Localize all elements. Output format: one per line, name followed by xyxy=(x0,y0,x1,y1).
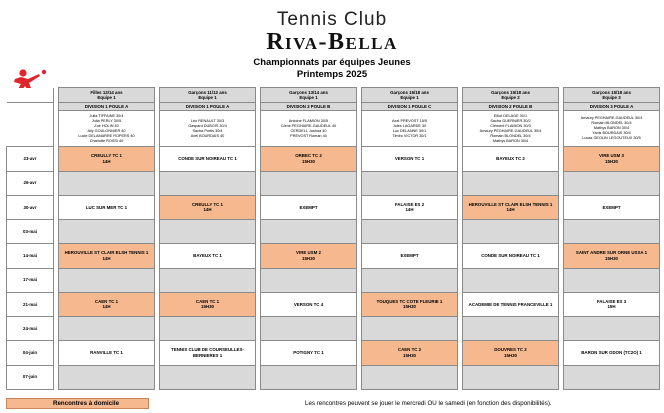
round-date: 21-mai xyxy=(7,292,54,317)
empty-cell xyxy=(564,220,660,244)
fixture-cell xyxy=(362,341,458,366)
opponent-name: FALAISE ES 2 xyxy=(394,201,425,207)
division-label: DIVISION 3 POULE A xyxy=(564,103,660,111)
empty-cell xyxy=(564,317,660,341)
team-category: Garçons 13/14 ans xyxy=(289,89,328,95)
fixture-cell xyxy=(564,292,660,317)
fixture-cell xyxy=(362,195,458,220)
fixture-cell xyxy=(463,341,559,366)
fixture-cell xyxy=(160,341,256,366)
empty-cell xyxy=(160,171,256,195)
division-label: DIVISION 2 POULE B xyxy=(463,103,559,111)
empty-cell xyxy=(261,268,357,292)
empty-cell xyxy=(160,220,256,244)
empty-cell xyxy=(59,171,155,195)
fixture-cell xyxy=(59,147,155,172)
match-time: 14H xyxy=(405,207,414,213)
players-list xyxy=(160,111,256,147)
team-category: Garçons 15/18 ans xyxy=(491,89,530,95)
fixtures-table xyxy=(6,87,660,390)
empty-cell xyxy=(261,220,357,244)
player-name: Jules LAGARDE 30 xyxy=(392,123,427,128)
team-label: Equipe 1 xyxy=(400,95,419,100)
empty-cell xyxy=(362,171,458,195)
round-date: 24-mai xyxy=(7,317,54,341)
empty-cell xyxy=(564,171,660,195)
team-header-row xyxy=(7,88,660,103)
player-name: Mathys BARON 30/4 xyxy=(492,138,529,143)
empty-cell xyxy=(463,220,559,244)
opponent-name: RANVILLE TC 1 xyxy=(90,350,123,355)
opponent-name: BARON SUR ODON (TC2O) 1 xyxy=(581,350,642,355)
empty-cell xyxy=(362,220,458,244)
team-header xyxy=(362,88,458,103)
opponent-name: FALAISE ES 3 xyxy=(596,298,627,304)
player-name: Clément FLAMION 30/3 xyxy=(490,123,531,128)
round-row xyxy=(7,268,660,292)
fixture-cell xyxy=(59,244,155,269)
match-time: 14H xyxy=(102,255,111,261)
fixture-cell xyxy=(59,195,155,220)
division-label: DIVISION 1 POULE A xyxy=(59,103,155,111)
player-name: Axel BOURDAIS 40 xyxy=(190,133,225,138)
match-time: 15H xyxy=(607,304,616,310)
empty-cell xyxy=(59,220,155,244)
empty-cell xyxy=(463,365,559,389)
team-category: Garçons 11/12 ans xyxy=(188,89,227,95)
empty-cell xyxy=(463,317,559,341)
player-name: Mathys BARON 30/4 xyxy=(593,126,630,130)
team-label: Equipe 1 xyxy=(299,95,318,100)
division-label: DIVISION 3 POULE B xyxy=(261,103,357,111)
round-row xyxy=(7,341,660,366)
championship-title xyxy=(0,57,664,81)
opponent-name: BAYEUX TC 1 xyxy=(193,253,222,258)
team-category: Garçons 15/18 ans xyxy=(592,89,631,95)
fixture-cell xyxy=(362,292,458,317)
opponent-name: EXEMPT xyxy=(400,253,419,258)
player-name: Romain BLONDEL 30/4 xyxy=(591,121,632,125)
fixture-cell xyxy=(564,341,660,366)
empty-cell xyxy=(362,365,458,389)
round-date: 03-mai xyxy=(7,220,54,244)
opponent-name: CAEN TC 1 xyxy=(94,298,119,304)
match-time: 15H30 xyxy=(403,352,416,358)
match-time: 15H30 xyxy=(403,304,416,310)
players-list xyxy=(362,111,458,147)
player-name: Zoé HOLIN 40 xyxy=(94,123,119,128)
opponent-name: HEROUVILLE ST CLAIR ELSH TENNIS 1 xyxy=(64,250,149,256)
team-label: Equipe 2 xyxy=(501,95,520,100)
opponent-name: HEROUVILLE ST CLAIR ELSH TENNIS 1 xyxy=(468,201,553,207)
fixture-cell xyxy=(59,341,155,366)
round-date: 30-avr xyxy=(7,195,54,220)
round-row xyxy=(7,220,660,244)
round-row xyxy=(7,244,660,269)
player-name: Charlotte ROSSI 40 xyxy=(89,138,124,143)
opponent-name: DOUVRES TC 2 xyxy=(494,347,527,353)
empty-cell xyxy=(160,268,256,292)
team-header xyxy=(564,88,660,103)
fixture-cell xyxy=(261,244,357,269)
round-date: 17-mai xyxy=(7,268,54,292)
club-subtitle: Riva-Bella xyxy=(266,29,398,55)
empty-cell xyxy=(59,365,155,389)
player-name: Elliot DELAGE 30/1 xyxy=(493,113,528,118)
team-category: Garçons 15/18 ans xyxy=(390,89,429,95)
match-time: 14H xyxy=(203,207,212,213)
match-time: 15H30 xyxy=(504,352,517,358)
opponent-name: EXEMPT xyxy=(602,204,621,210)
season-label: Printemps 2025 xyxy=(296,69,368,80)
empty-cell xyxy=(463,171,559,195)
empty-cell xyxy=(463,268,559,292)
empty-cell xyxy=(564,268,660,292)
corner-cell xyxy=(7,111,54,147)
player-name: Yanis BOURDAIS 30/4 xyxy=(592,131,631,135)
round-date: 07-juin xyxy=(7,365,54,389)
match-time: 14H xyxy=(102,304,111,310)
player-name: CERDELL Joshua 40 xyxy=(290,128,327,133)
opponent-name: EXEMPT xyxy=(299,204,318,210)
opponent-name: VIRE USM 2 xyxy=(296,250,321,256)
player-name: Lucie DELAMARRE ROPERS 40 xyxy=(78,133,135,138)
player-name: Axel PREVOST 15/5 xyxy=(392,118,427,123)
player-name: Amaury PEGHAIRE-GAUDEUL 30/4 xyxy=(479,128,542,133)
division-row xyxy=(7,103,660,111)
opponent-name: VIRE USM 3 xyxy=(599,153,624,159)
fixture-cell xyxy=(160,195,256,220)
match-time: 15H30 xyxy=(605,255,618,261)
team-label: Equipe 3 xyxy=(602,95,621,100)
empty-cell xyxy=(160,317,256,341)
empty-cell xyxy=(59,317,155,341)
corner-cell xyxy=(7,88,54,103)
schedule-note: Les rencontres peuvent se jouer le mercredi OU le samedi (en fonction des disponibilités). xyxy=(305,400,552,407)
team-label: Equipe 1 xyxy=(198,95,217,100)
fixture-cell xyxy=(261,195,357,220)
legend xyxy=(6,398,658,409)
round-row xyxy=(7,365,660,389)
fixture-cell xyxy=(463,292,559,317)
players-list xyxy=(463,111,559,147)
round-date: 26-avr xyxy=(7,171,54,195)
opponent-name: SAINT ANDRE SUR ORNE USSA 1 xyxy=(575,250,648,256)
players-list xyxy=(59,111,155,147)
fixture-cell xyxy=(564,195,660,220)
round-row xyxy=(7,147,660,172)
fixture-cell xyxy=(160,292,256,317)
opponent-name: CREULLY TC 1 xyxy=(91,153,122,159)
home-matches-legend: Rencontres à domicile xyxy=(6,398,149,409)
fixture-cell xyxy=(261,341,357,366)
opponent-name: CONDE SUR NOIREAU TC 1 xyxy=(178,156,237,161)
team-label: Equipe 1 xyxy=(97,95,116,100)
opponent-name: CAEN TC 2 xyxy=(397,347,422,353)
player-name: Côme PEGHAIRE-GAUDEUL 40 xyxy=(280,123,337,128)
fixture-cell xyxy=(59,292,155,317)
player-name: Timéo VICTOR 30/1 xyxy=(392,133,427,138)
team-header xyxy=(59,88,155,103)
fixture-cell xyxy=(160,244,256,269)
match-time: 15H30 xyxy=(302,158,315,164)
fixture-cell xyxy=(463,195,559,220)
player-name: Antoine FLAMION 30/5 xyxy=(288,118,329,123)
player-name: Gaspard DUBOIS 30/4 xyxy=(188,123,227,128)
player-name: Julia TIFFAINE 30/4 xyxy=(89,113,124,118)
opponent-name: TOUQUES TC COTE FLEURIE 1 xyxy=(376,298,443,304)
match-time: 15H30 xyxy=(605,158,618,164)
club-name: Tennis Club xyxy=(276,9,388,30)
player-name: Amaury PEGHAIRE-GAUDEUL 30/4 xyxy=(580,116,643,120)
empty-cell xyxy=(160,365,256,389)
empty-cell xyxy=(564,365,660,389)
opponent-name: CAEN TC 1 xyxy=(195,298,220,304)
fixture-cell xyxy=(160,147,256,172)
player-name: PREVOST Roman 40 xyxy=(290,133,327,138)
team-header xyxy=(261,88,357,103)
round-row xyxy=(7,195,660,220)
fixture-cell xyxy=(564,244,660,269)
round-row xyxy=(7,317,660,341)
round-date: 23-avr xyxy=(7,147,54,172)
players-list xyxy=(261,111,357,147)
player-name: Julia PERLY 30/5 xyxy=(91,118,122,123)
match-time: 15H30 xyxy=(302,255,315,261)
opponent-name: VERSON TC 4 xyxy=(293,301,324,307)
opponent-name: VERSON TC 1 xyxy=(394,156,425,161)
players-row xyxy=(7,111,660,147)
empty-cell xyxy=(362,268,458,292)
opponent-name: CONDE SUR NOIREAU TC 1 xyxy=(481,253,540,258)
fixture-cell xyxy=(261,292,357,317)
player-name: Sacha Portis 30/4 xyxy=(192,128,223,133)
player-name: Ally GOULONNIER 40 xyxy=(87,128,126,133)
division-label: DIVISION 1 POULE C xyxy=(362,103,458,111)
players-list xyxy=(564,111,660,147)
empty-cell xyxy=(261,171,357,195)
empty-cell xyxy=(362,317,458,341)
division-label: DIVISION 1 POULE A xyxy=(160,103,256,111)
empty-cell xyxy=(261,365,357,389)
opponent-name: ACADEMIE DE TENNIS FRANCEVILLE 1 xyxy=(468,301,553,307)
fixture-cell xyxy=(564,147,660,172)
round-date: 14-mai xyxy=(7,244,54,269)
corner-cell xyxy=(7,103,54,111)
round-date: 04-juin xyxy=(7,341,54,366)
team-header xyxy=(463,88,559,103)
opponent-name: BAYEUX TC 2 xyxy=(496,156,525,161)
empty-cell xyxy=(59,268,155,292)
opponent-name: CREULLY TC 1 xyxy=(192,201,223,207)
match-time: 14H xyxy=(506,207,515,213)
opponent-name: POTIGNY TC 1 xyxy=(293,350,324,355)
player-name: Lucas GEOLIN LEGOUTEUX 30/5 xyxy=(582,136,641,140)
player-name: Romain BLONDEL 30/4 xyxy=(490,133,531,138)
team-category: Filles 13/14 ans xyxy=(90,89,123,95)
team-header xyxy=(160,88,256,103)
match-time: 14H xyxy=(102,158,111,164)
player-name: Léo RENAULT 30/3 xyxy=(190,118,225,123)
round-row xyxy=(7,171,660,195)
fixture-cell xyxy=(463,147,559,172)
fixture-cell xyxy=(362,244,458,269)
match-time: 15H30 xyxy=(201,304,214,310)
championship-name: Championnats par équipes Jeunes xyxy=(253,57,411,68)
player-name: Luc DELANNE 30/1 xyxy=(392,128,427,133)
player-name: Sacha GUERNIER 30/2 xyxy=(490,118,531,123)
fixture-cell xyxy=(362,147,458,172)
fixture-cell xyxy=(261,147,357,172)
empty-cell xyxy=(261,317,357,341)
club-header xyxy=(0,10,664,54)
round-row xyxy=(7,292,660,317)
opponent-name: LUC SUR MER TC 1 xyxy=(85,204,128,210)
opponent-name: ORBEC TC 2 xyxy=(295,153,322,159)
fixture-cell xyxy=(463,244,559,269)
opponent-name: TENNIS CLUB DE COURSEULLES-BERNIERES 1 xyxy=(171,347,244,358)
